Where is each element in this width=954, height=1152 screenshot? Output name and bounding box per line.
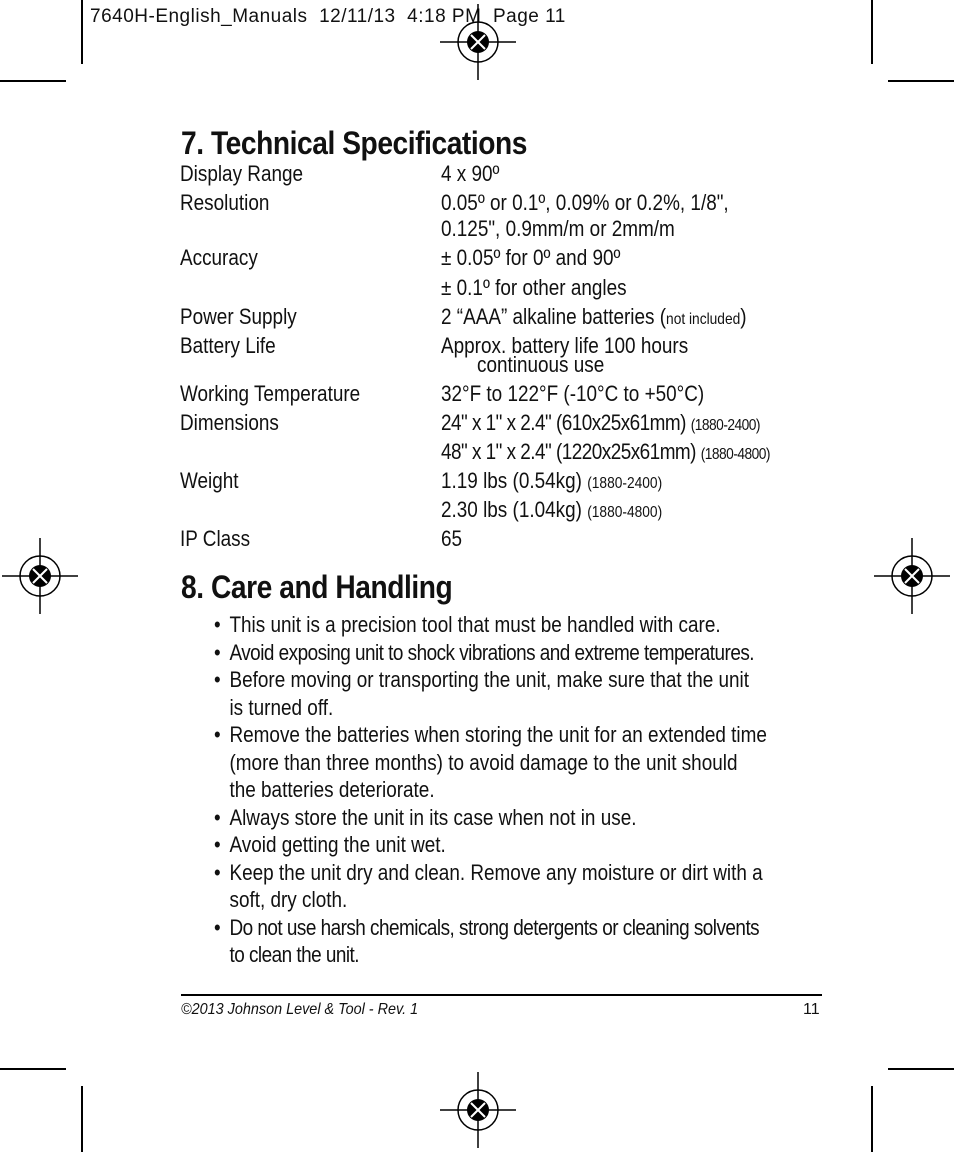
registration-mark-icon [438,2,518,82]
spec-note: (1880-4800) [587,504,663,521]
list-item-line: soft, dry cloth. [229,887,348,912]
print-slug: 7640H-English_Manuals 12/11/13 4:18 PM Page 11 [90,6,566,27]
spec-label: Power Supply [180,304,297,329]
list-item [214,831,833,859]
list-item-line: • Avoid exposing unit to shock vibrations and extreme temperatures. [229,639,755,665]
list-item [214,859,833,914]
spec-label: Working Temperature [180,381,361,406]
spec-value: 0.125", 0.9mm/m or 2mm/m [441,216,675,241]
crop-mark [871,1086,873,1152]
care-bullet-list [214,611,833,969]
list-item-line: • Always store the unit in its case when not in use. [229,804,637,830]
crop-mark [0,80,66,82]
spec-value-close: ) [740,304,747,329]
registration-mark-icon [0,536,80,616]
list-item-line: (more than three months) to avoid damage to the unit should [229,749,738,775]
list-item-line: is turned off. [229,694,334,720]
list-item-line: • Keep the unit dry and clean. Remove any moisture or dirt with a [229,859,763,885]
spec-value [441,468,662,497]
footer-copyright: ©2013 Johnson Level & Tool - Rev. 1 [181,1001,419,1018]
spec-value [441,410,760,439]
spec-value: ± 0.05º for 0º and 90º [441,245,621,270]
list-item-line: • This unit is a precision tool that must be handled with care. [229,612,721,637]
spec-label: Weight [180,468,239,493]
spec-value: ± 0.1º for other angles [441,275,627,300]
spec-label: IP Class [180,526,251,551]
crop-mark [0,1068,66,1070]
spec-value: 4 x 90º [441,161,500,186]
list-item [214,666,833,721]
spec-value: 0.05º or 0.1º, 0.09% or 0.2%, 1/8", [441,190,729,215]
spec-label: Battery Life [180,333,276,358]
spec-note: (1880-2400) [587,475,663,492]
list-item-line: • Avoid getting the unit wet. [229,832,446,857]
spec-value [441,304,747,333]
spec-label: Resolution [180,190,270,215]
list-item-line: • Remove the batteries when storing the unit for an extended time [229,722,767,747]
spec-note: (1880-4800) [700,446,771,463]
spec-value: continuous use [477,352,605,377]
spec-value: 65 [441,526,463,551]
registration-mark-icon [438,1070,518,1150]
crop-mark [81,0,83,64]
registration-mark-icon [872,536,952,616]
spec-value: 32°F to 122°F (-10°C to +50°C) [441,381,705,406]
list-item-line: • Do not use harsh chemicals, strong detergents or cleaning solvents [229,914,760,940]
list-item [214,914,833,969]
list-item [214,611,833,639]
list-item-line: • Before moving or transporting the unit, make sure that the unit [229,667,750,692]
list-item [214,804,833,832]
spec-label: Display Range [180,161,304,186]
spec-label: Accuracy [180,245,258,270]
spec-value [441,439,770,468]
spec-value-text: 24" x 1" x 2.4" (610x25x61mm) [441,410,686,435]
page-number: 11 [803,1001,820,1018]
crop-mark [871,0,873,64]
list-item [214,639,833,667]
spec-label: Dimensions [180,410,279,435]
footer-divider [181,994,822,996]
list-item-line: to clean the unit. [229,942,360,967]
crop-mark [81,1086,83,1152]
spec-value-text: 2 “AAA” alkaline batteries ( [441,304,667,329]
spec-note: (1880-2400) [690,417,761,434]
list-item [214,721,833,804]
crop-mark [888,80,954,82]
section-heading-technical-specifications: 7. Technical Specifications [181,125,527,161]
crop-mark [888,1068,954,1070]
spec-value-text: 1.19 lbs (0.54kg) [441,468,582,493]
section-heading-care-and-handling: 8. Care and Handling [181,569,453,605]
spec-value: Approx. battery life 100 hours [441,333,689,358]
spec-note: not included [666,311,741,328]
spec-value-text: 48" x 1" x 2.4" (1220x25x61mm) [441,439,696,464]
spec-value-text: 2.30 lbs (1.04kg) [441,497,582,522]
list-item-line: the batteries deteriorate. [229,777,435,802]
spec-value [441,497,662,526]
